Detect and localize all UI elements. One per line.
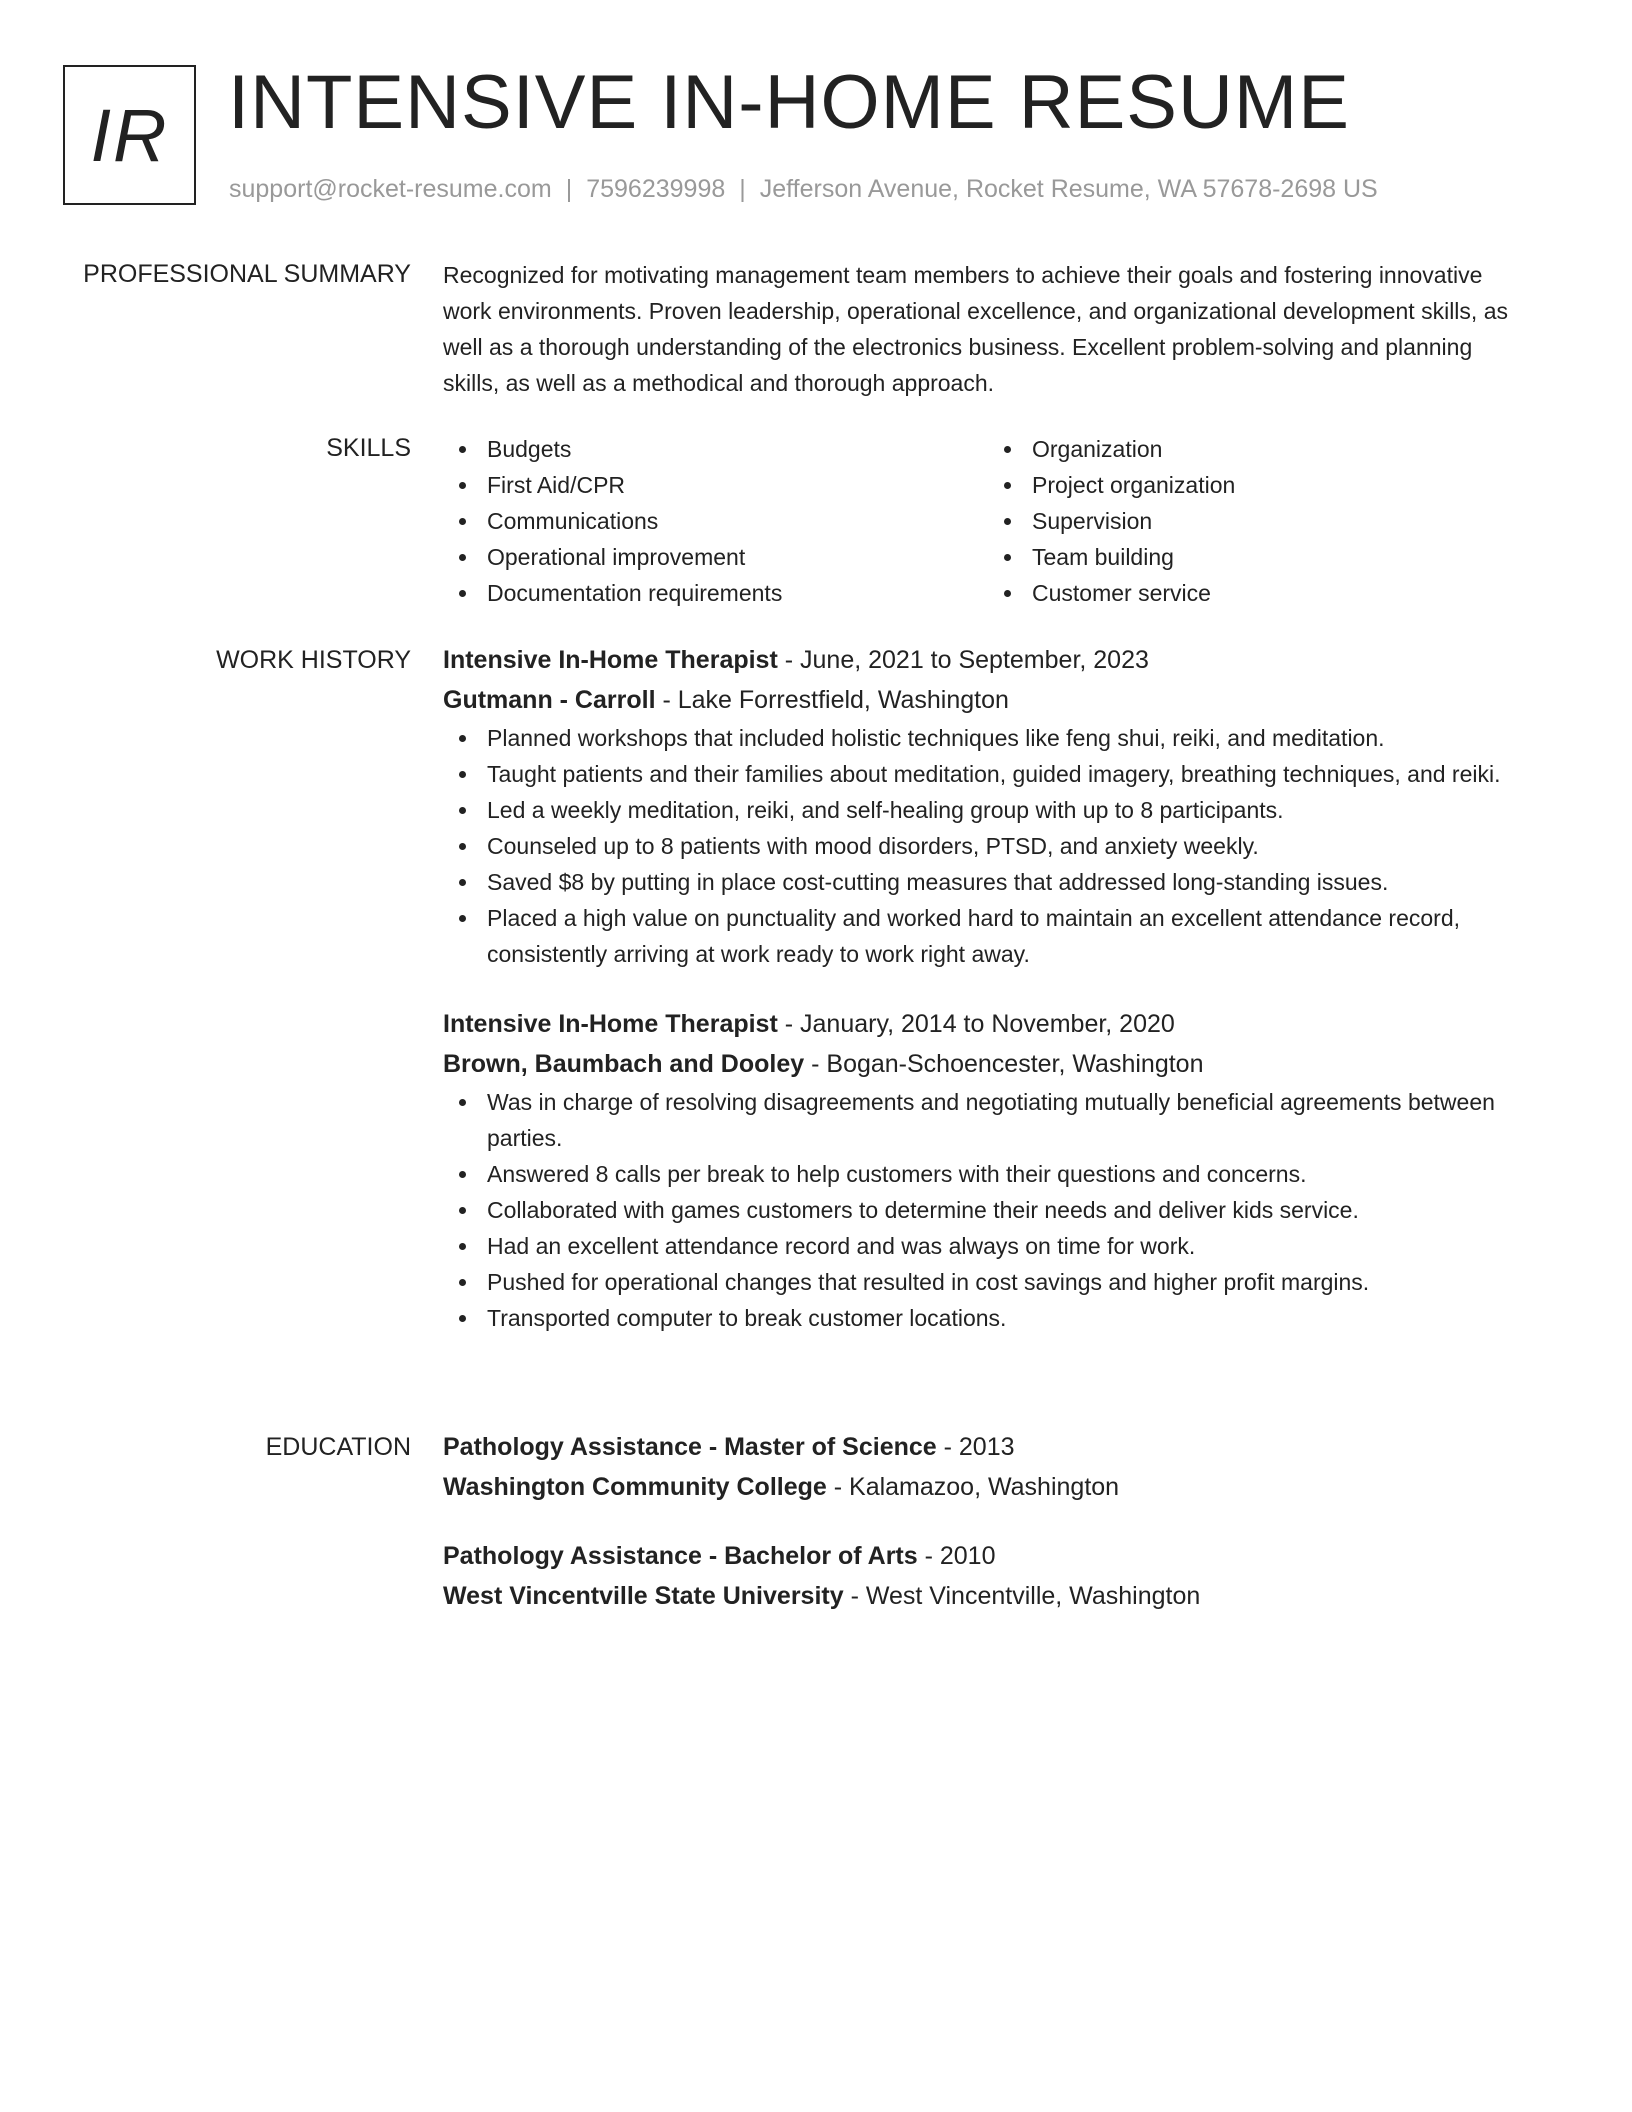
- job-title: Intensive In-Home Therapist: [443, 1010, 778, 1038]
- contact-address: Jefferson Avenue, Rocket Resume, WA 57678-2698 US: [759, 175, 1378, 203]
- summary-section: [443, 257, 1533, 401]
- job-bullet: Placed a high value on punctuality and worked hard to maintain an excellent attendance record, consistently arriving at work ready to work right away.: [443, 900, 1533, 972]
- school-line: [443, 1576, 1533, 1616]
- education-entry: [443, 1427, 1533, 1507]
- education-heading: EDUCATION: [265, 1433, 411, 1461]
- skills-list-left: [443, 431, 988, 611]
- skill-item: Budgets: [443, 431, 988, 467]
- job-location: - Bogan-Schoencester, Washington: [804, 1050, 1204, 1078]
- work-history-section: [443, 640, 1533, 1368]
- job-bullet: Counseled up to 8 patients with mood disorders, PTSD, and anxiety weekly.: [443, 828, 1533, 864]
- skill-item: First Aid/CPR: [443, 467, 988, 503]
- job-entry: [443, 1004, 1533, 1336]
- job-title: Intensive In-Home Therapist: [443, 646, 778, 674]
- job-bullets: [443, 1084, 1533, 1336]
- degree-year: - 2013: [936, 1433, 1015, 1461]
- summary-text: Recognized for motivating management team members to achieve their goals and fostering innovative work environments. Proven leadership, operational excellence, and organizational development skills, as well as a thorough understanding of the electronics business. Excellent problem-solving and planning skills, as well as a methodical and thorough approach.: [443, 262, 1508, 396]
- skill-item: Communications: [443, 503, 988, 539]
- contact-email: support@rocket-resume.com: [229, 175, 552, 203]
- job-title-line: [443, 1004, 1533, 1044]
- education-entry: [443, 1536, 1533, 1616]
- degree: Pathology Assistance - Master of Science: [443, 1433, 937, 1461]
- degree-year: - 2010: [917, 1542, 996, 1570]
- job-bullet: Planned workshops that included holistic techniques like feng shui, reiki, and meditation.: [443, 720, 1533, 756]
- job-entry: [443, 640, 1533, 972]
- education-section: [443, 1427, 1533, 1645]
- job-bullet: Collaborated with games customers to determine their needs and deliver kids service.: [443, 1192, 1533, 1228]
- job-bullet: Saved $8 by putting in place cost-cutting measures that addressed long-standing issues.: [443, 864, 1533, 900]
- school-location: - West Vincentville, Washington: [843, 1582, 1201, 1610]
- skill-item: Team building: [988, 539, 1533, 575]
- school: Washington Community College: [443, 1473, 827, 1501]
- job-company: Brown, Baumbach and Dooley: [443, 1050, 805, 1078]
- skills-heading: SKILLS: [326, 434, 411, 462]
- job-bullet: Taught patients and their families about meditation, guided imagery, breathing techniques, and reiki.: [443, 756, 1533, 792]
- degree-line: [443, 1536, 1533, 1576]
- skill-item: Operational improvement: [443, 539, 988, 575]
- job-location: - Lake Forrestfield, Washington: [655, 686, 1009, 714]
- contact-line: [229, 172, 1378, 206]
- job-dates: - January, 2014 to November, 2020: [777, 1010, 1175, 1038]
- job-bullet: Pushed for operational changes that resulted in cost savings and higher profit margins.: [443, 1264, 1533, 1300]
- skill-item: Supervision: [988, 503, 1533, 539]
- skills-section: [443, 431, 1533, 611]
- contact-separator: |: [739, 175, 746, 203]
- job-bullet: Was in charge of resolving disagreements and negotiating mutually beneficial agreements between parties.: [443, 1084, 1533, 1156]
- job-title-line: [443, 640, 1533, 680]
- job-company-line: [443, 1044, 1533, 1084]
- job-bullets: [443, 720, 1533, 972]
- job-dates: - June, 2021 to September, 2023: [777, 646, 1149, 674]
- job-bullet: Answered 8 calls per break to help customers with their questions and concerns.: [443, 1156, 1533, 1192]
- school: West Vincentville State University: [443, 1582, 844, 1610]
- school-line: [443, 1467, 1533, 1507]
- job-bullet: Had an excellent attendance record and was always on time for work.: [443, 1228, 1533, 1264]
- job-company-line: [443, 680, 1533, 720]
- skill-item: Documentation requirements: [443, 575, 988, 611]
- degree: Pathology Assistance - Bachelor of Arts: [443, 1542, 918, 1570]
- job-bullet: Led a weekly meditation, reiki, and self-healing group with up to 8 participants.: [443, 792, 1533, 828]
- job-company: Gutmann - Carroll: [443, 686, 656, 714]
- skills-list-right: [988, 431, 1533, 611]
- summary-heading: PROFESSIONAL SUMMARY: [83, 260, 411, 288]
- resume-title: INTENSIVE IN-HOME RESUME: [228, 60, 1350, 145]
- contact-separator: |: [565, 175, 573, 203]
- monogram-logo: IR: [63, 65, 196, 205]
- work-history-heading: WORK HISTORY: [216, 646, 411, 674]
- skill-item: Customer service: [988, 575, 1533, 611]
- school-location: - Kalamazoo, Washington: [826, 1473, 1120, 1501]
- job-bullet: Transported computer to break customer locations.: [443, 1300, 1533, 1336]
- skill-item: Project organization: [988, 467, 1533, 503]
- contact-phone: 7596239998: [586, 175, 726, 203]
- skill-item: Organization: [988, 431, 1533, 467]
- degree-line: [443, 1427, 1533, 1467]
